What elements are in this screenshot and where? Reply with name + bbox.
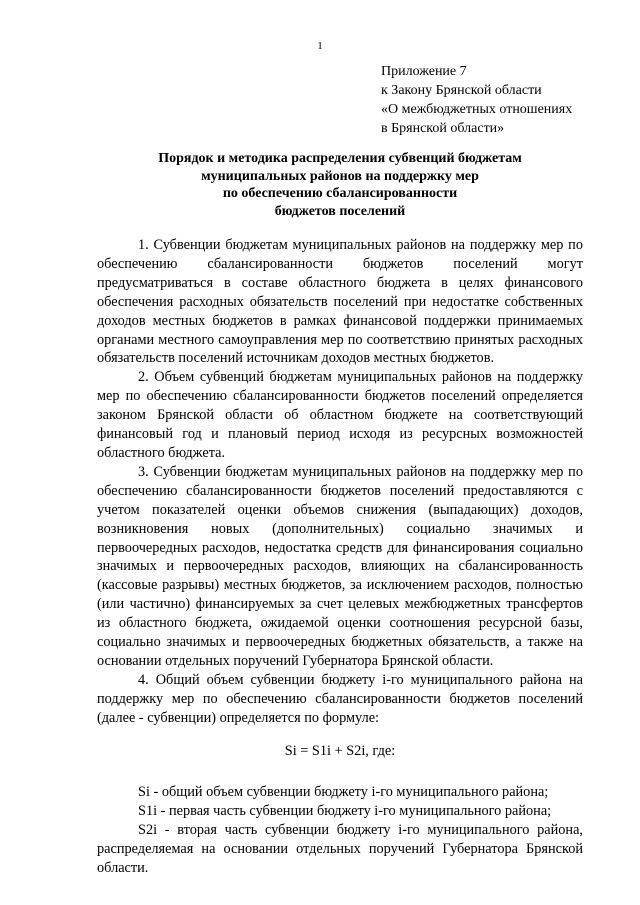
appendix-line: в Брянской области»: [381, 121, 505, 136]
title-line: бюджетов поселений: [274, 203, 406, 219]
title-line: по обеспечению сбалансированности: [222, 186, 458, 201]
document-title: [100, 150, 580, 220]
appendix-line: «О межбюджетных отношениях: [381, 102, 573, 117]
appendix-line: Приложение 7: [381, 64, 467, 79]
paragraph-3: 3. Субвенции бюджетам муниципальных районов на поддержку мер по обеспечению сбалансированности бюджетов поселений предоставляются с учетом показателей оценки объемов снижения (выпадающих) доходов, возникновения новых (дополнительных) социально значимых и первоочередных расходов, недостатка средств для финансирования социально значимых и первоочередных расходов, влияющих на сбалансированность (кассовые разрывы) местных бюджетов, за исключением расходов, полностью (или частично) финансируемых за счет целевых межбюджетных трансфертов из областного бюджета, ожидаемой оценки соотношения ресурсной базы, социально значимых и первоочередных бюджетных обязательств, а также на основании отдельных поручений Губернатора Брянской области.: [97, 463, 583, 669]
paragraph-4: 4. Общий объем субвенции бюджету i-го муниципального района на поддержку мер по обеспечению сбалансированности бюджетов поселений (далее - субвенции) определяется по формуле:: [97, 671, 583, 726]
appendix-header: [381, 62, 572, 138]
title-line: Порядок и методика распределения субвенций бюджетам: [158, 151, 522, 166]
paragraph-2: 2. Объем субвенций бюджетам муниципальных районов на поддержку мер по обеспечению сбалансированности бюджетов поселений определяется законом Брянской области об областном бюджете на соответствующий финансовый год и плановый период исходя из ресурсных возможностей областного бюджета.: [97, 369, 583, 461]
definition-s1i: S1i - первая часть субвенции бюджету i-го муниципального района;: [138, 803, 552, 820]
formula: Si = S1i + S2i, где:: [284, 742, 396, 759]
definition-si: Si - общий объем субвенции бюджету i-го муниципального района;: [138, 784, 549, 801]
title-line: муниципальных районов на поддержку мер: [201, 168, 479, 184]
paragraph-1: 1. Субвенции бюджетам муниципальных районов на поддержку мер по обеспечению сбалансированности бюджетов поселений могут предусматриваться в составе областного бюджета в целях финансового обеспечения расходных обязательств поселений при недостатке собственных доходов местных бюджетов в рамках финансовой поддержки принимаемых органами местного самоуправления мер по соответствию принятых расходных обязательств поселений источникам доходов местных бюджетов.: [97, 237, 583, 367]
page-number: 1: [317, 40, 323, 52]
definition-s2i: S2i - вторая часть субвенции бюджету i-го муниципального района, распределяемая на основании отдельных поручений Губернатора Брянской области.: [97, 822, 583, 877]
document-body: [97, 236, 583, 878]
appendix-line: к Закону Брянской области: [381, 83, 542, 98]
